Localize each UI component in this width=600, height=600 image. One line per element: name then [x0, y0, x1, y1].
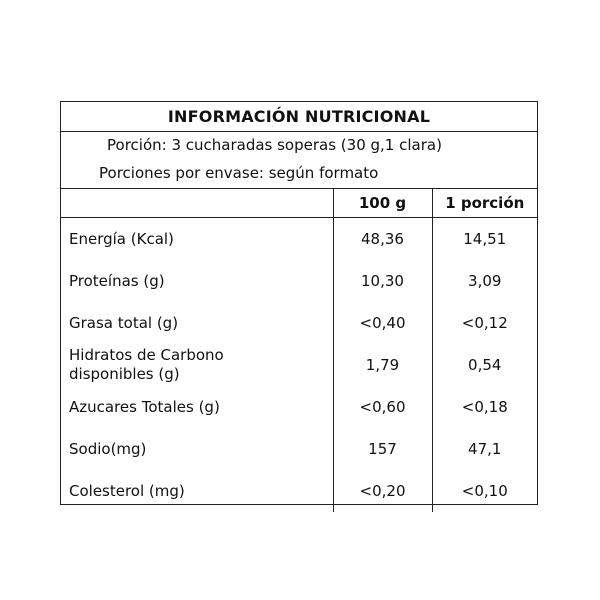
value-100g: <0,60 — [333, 386, 432, 428]
servings-per-container: Porciones por envase: según formato — [99, 164, 379, 182]
value-100g: 1,79 — [333, 344, 432, 386]
value-100g: 48,36 — [333, 218, 432, 261]
table-row — [61, 302, 537, 344]
value-100g: 157 — [333, 428, 432, 470]
column-header-nutrient — [61, 189, 333, 218]
nutrient-name: Grasa total (g) — [69, 313, 179, 332]
value-portion: 3,09 — [432, 260, 537, 302]
nutrient-name: Azucares Totales (g) — [69, 397, 220, 416]
value-portion: 47,1 — [432, 428, 537, 470]
table-row — [61, 470, 537, 512]
table-row — [61, 428, 537, 470]
column-header-portion: 1 porción — [432, 189, 537, 218]
value-100g: 10,30 — [333, 260, 432, 302]
nutrient-name: Colesterol (mg) — [69, 481, 185, 500]
nutrient-name: Proteínas (g) — [69, 271, 165, 290]
value-portion: 14,51 — [432, 218, 537, 261]
table-header-row — [61, 189, 537, 218]
table-row — [61, 386, 537, 428]
nutrient-name-line2: disponibles (g) — [69, 365, 180, 383]
value-portion: <0,10 — [432, 470, 537, 512]
table-row — [61, 260, 537, 302]
table-row — [61, 218, 537, 261]
nutrition-table — [61, 189, 537, 512]
value-portion: <0,12 — [432, 302, 537, 344]
value-portion: 0,54 — [432, 344, 537, 386]
value-100g: <0,20 — [333, 470, 432, 512]
serving-info — [61, 132, 537, 189]
label-title — [61, 102, 537, 132]
nutrient-name: Sodio(mg) — [69, 439, 147, 458]
value-portion: <0,18 — [432, 386, 537, 428]
label-title-text: INFORMACIÓN NUTRICIONAL — [167, 107, 431, 126]
column-header-100g: 100 g — [333, 189, 432, 218]
nutrient-name — [61, 344, 333, 386]
value-100g: <0,40 — [333, 302, 432, 344]
nutrition-facts-label — [60, 101, 538, 505]
serving-size: Porción: 3 cucharadas soperas (30 g,1 clara) — [107, 136, 442, 154]
nutrient-name: Energía (Kcal) — [69, 229, 174, 248]
table-row — [61, 344, 537, 386]
nutrient-name-line1: Hidratos de Carbono — [69, 346, 224, 364]
